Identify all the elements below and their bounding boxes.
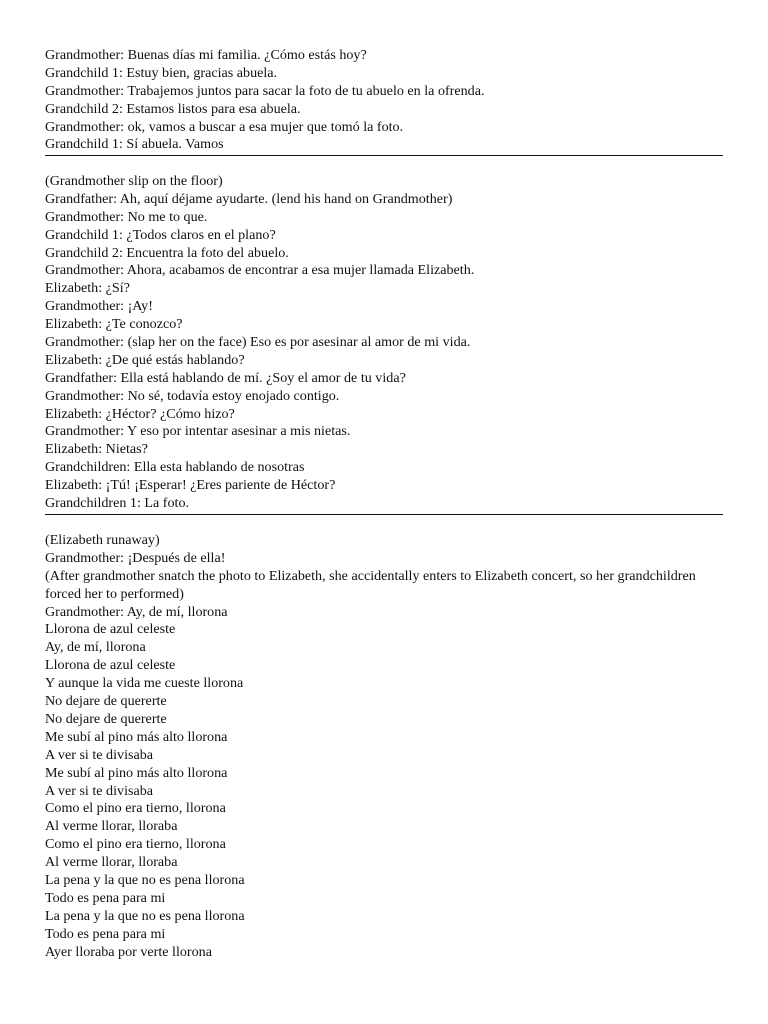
script-line: Elizabeth: Nietas?	[45, 441, 148, 458]
script-line: Grandchild 1: ¿Todos claros en el plano?	[45, 226, 276, 243]
lyric-line: No dejare de quererte	[45, 693, 167, 710]
script-line: Grandmother: ¡Después de ella!	[45, 549, 226, 566]
stage-direction: (Elizabeth runaway)	[45, 532, 160, 548]
script-line: Grandchild 2: Estamos listos para esa abuela.	[45, 100, 301, 117]
lyric-line: Ay, de mí, llorona	[45, 639, 146, 656]
lyric-line: Y aunque la vida me cueste llorona	[45, 675, 244, 692]
lyric-line: No dejare de quererte	[45, 710, 167, 727]
script-line: Grandmother: Ay, de mí, llorona	[45, 603, 228, 620]
lyric-line: A ver si te divisaba	[45, 746, 154, 763]
scene-1	[45, 47, 723, 154]
script-line: Grandmother: Buenas días mi familia. ¿Cómo estás hoy?	[45, 47, 367, 63]
script-line: Grandchildren 1: La foto.	[45, 495, 190, 512]
lyric-line: Como el pino era tierno, llorona	[45, 800, 226, 817]
stage-direction: (Grandmother slip on the floor)	[45, 173, 223, 189]
stage-direction: (After grandmother snatch the photo to Elizabeth, she accidentally enters to Elizabeth concert, so her grandchildren forced her to performed)	[45, 567, 696, 602]
script-line: Grandmother: ok, vamos a buscar a esa mujer que tomó la foto.	[45, 118, 404, 135]
lyric-line: Me subí al pino más alto llorona	[45, 764, 228, 781]
lyric-line: Como el pino era tierno, llorona	[45, 836, 226, 853]
lyric-line: Ayer lloraba por verte llorona	[45, 943, 212, 960]
lyric-line: Llorona de azul celeste	[45, 657, 176, 674]
scene-2	[45, 173, 723, 513]
lyric-line: Todo es pena para mi	[45, 889, 166, 906]
lyric-line: Al verme llorar, lloraba	[45, 854, 178, 871]
script-line: Grandfather: Ah, aquí déjame ayudarte. (lend his hand on Grandmother)	[45, 190, 453, 207]
script-line: Grandmother: No me to que.	[45, 208, 208, 225]
script-line: Grandmother: No sé, todavía estoy enojado contigo.	[45, 387, 340, 404]
script-line: Grandmother: Trabajemos juntos para sacar la foto de tu abuelo en la ofrenda.	[45, 82, 485, 99]
script-line: Grandfather: Ella está hablando de mí. ¿Soy el amor de tu vida?	[45, 369, 406, 386]
scene-divider	[45, 514, 723, 515]
lyric-line: Me subí al pino más alto llorona	[45, 728, 228, 745]
script-line: Elizabeth: ¿Sí?	[45, 280, 130, 297]
script-line: Grandmother: ¡Ay!	[45, 298, 153, 315]
lyric-line: La pena y la que no es pena llorona	[45, 907, 245, 924]
script-line: Grandmother: (slap her on the face) Eso es por asesinar al amor de mi vida.	[45, 334, 471, 351]
scene-divider	[45, 155, 723, 156]
lyric-line: La pena y la que no es pena llorona	[45, 871, 245, 888]
script-line: Grandchild 1: Sí abuela. Vamos	[45, 136, 224, 153]
script-line: Grandchildren: Ella esta hablando de nosotras	[45, 459, 305, 476]
script-line: Elizabeth: ¿Te conozco?	[45, 316, 183, 333]
script-line: Elizabeth: ¿De qué estás hablando?	[45, 351, 245, 368]
lyric-line: Al verme llorar, lloraba	[45, 818, 178, 835]
scene-3	[45, 532, 723, 961]
script-line: Grandmother: Ahora, acabamos de encontrar a esa mujer llamada Elizabeth.	[45, 262, 475, 279]
script-line: Elizabeth: ¿Héctor? ¿Cómo hizo?	[45, 405, 235, 422]
script-line: Grandchild 1: Estuy bien, gracias abuela.	[45, 64, 278, 81]
script-line: Grandchild 2: Encuentra la foto del abuelo.	[45, 244, 289, 261]
script-line: Grandmother: Y eso por intentar asesinar a mis nietas.	[45, 423, 351, 440]
lyric-line: A ver si te divisaba	[45, 782, 154, 799]
script-line: Elizabeth: ¡Tú! ¡Esperar! ¿Eres pariente de Héctor?	[45, 477, 336, 494]
lyric-line: Llorona de azul celeste	[45, 621, 176, 638]
lyric-line: Todo es pena para mi	[45, 925, 166, 942]
